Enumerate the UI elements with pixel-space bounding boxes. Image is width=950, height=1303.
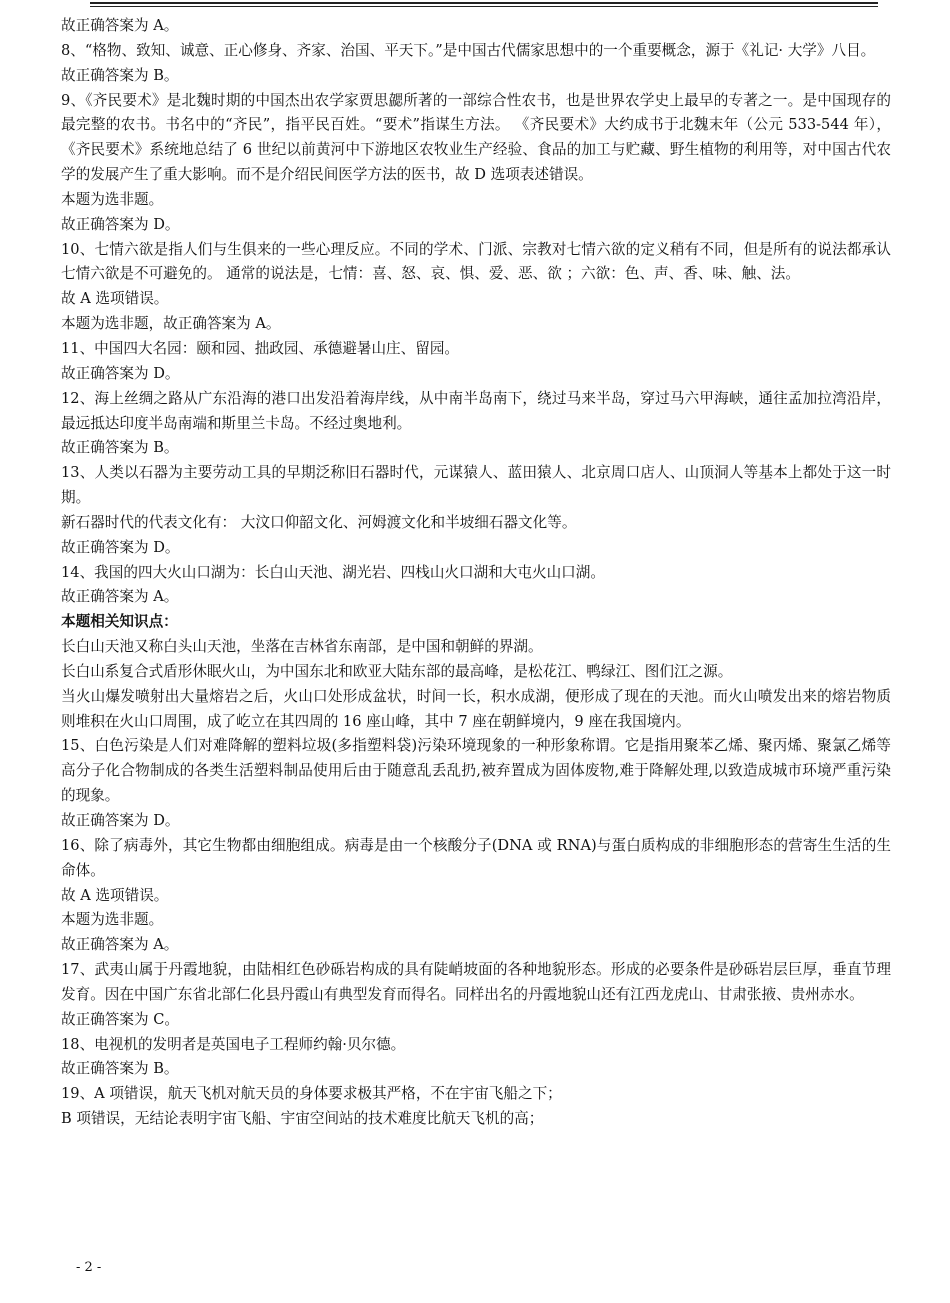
text-paragraph: 故正确答案为 B。 [61,439,179,457]
text-paragraph: 故 A 选项错误。 [61,886,169,904]
text-paragraph: 本题为选非题。 [61,911,164,929]
text-paragraph: 故正确答案为 C。 [61,1010,179,1028]
page-number: - 2 - [76,1260,102,1275]
text-paragraph: 当火山爆发喷射出大量熔岩之后，火山口处形成盆状，时间一长，积水成湖，便形成了现在的天池。而火山喷发出来的熔岩物质则堆积在火山口周围，成了屹立在其四周的 16 座山峰，其中 7 座在朝鲜境内，9 座在我国境内。 [61,687,891,730]
text-paragraph: 8、“格物、致知、诚意、正心修身、齐家、治国、平天下。”是中国古代儒家思想中的一个重要概念，源于《礼记· 大学》八目。 [61,41,876,59]
text-paragraph: 故正确答案为 D。 [61,215,180,233]
text-paragraph: 故正确答案为 D。 [61,364,180,382]
text-paragraph: 12、海上丝绸之路从广东沿海的港口出发沿着海岸线，从中南半岛南下，绕过马来半岛，穿过马六甲海峡，通往孟加拉湾沿岸，最远抵达印度半岛南端和斯里兰卡岛。不经过奥地利。 [61,389,891,432]
text-paragraph: 19、A 项错误，航天飞机对航天员的身体要求极其严格，不在宇宙飞船之下； [61,1085,562,1103]
text-paragraph: 9、《齐民要术》是北魏时期的中国杰出农学家贾思勰所著的一部综合性农书，也是世界农学史上最早的专著之一。是中国现存的最完整的农书。书名中的“齐民”，指平民百姓。“要术”指谋生方法。 《齐民要术》大约成书于北魏末年（公元 533-544 年），《齐民要术》系统地总结了 6 世纪以前黄河中下游地区农牧业生产经验、食品的加工与贮藏、野生植物的利用等，对中国古代农学的发展产生了重大影响。而不是介绍民间医学方法的医书，故 D 选项表述错误。 [61,91,891,184]
text-paragraph: 故正确答案为 B。 [61,1060,179,1078]
text-paragraph: 18、电视机的发明者是英国电子工程师约翰·贝尔德。 [61,1035,406,1053]
text-paragraph: 16、除了病毒外，其它生物都由细胞组成。病毒是由一个核酸分子(DNA 或 RNA)与蛋白质构成的非细胞形态的营寄生生活的生命体。 [61,836,891,879]
text-paragraph: B 项错误，无结论表明宇宙飞船、宇宙空间站的技术难度比航天飞机的高； [61,1110,544,1128]
text-paragraph: 故 A 选项错误。 [61,290,169,308]
text-paragraph: 本题为选非题，故正确答案为 A。 [61,315,281,333]
text-paragraph: 新石器时代的代表文化有： 大汶口仰韶文化、河姆渡文化和半坡细石器文化等。 [61,513,577,531]
text-paragraph: 故正确答案为 A。 [61,17,179,34]
text-paragraph: 17、武夷山属于丹霞地貌，由陆相红色砂砾岩构成的具有陡峭坡面的各种地貌形态。形成的必要条件是砂砾岩层巨厚，垂直节理发育。因在中国广东省北部仁化县丹霞山有典型发育而得名。同样出名的丹霞地貌山还有江西龙虎山、甘肃张掖、贵州赤水。 [61,961,891,1003]
text-paragraph: 长白山系复合式盾形休眠火山，为中国东北和欧亚大陆东部的最高峰，是松花江、鸭绿江、图们江之源。 [61,662,733,680]
text-paragraph: 故正确答案为 D。 [61,812,180,829]
text-paragraph: 故正确答案为 A。 [61,588,179,606]
text-paragraph: 故正确答案为 D。 [61,538,180,556]
text-paragraph: 10、七情六欲是指人们与生俱来的一些心理反应。不同的学术、门派、宗教对七情六欲的定义稍有不同，但是所有的说法都承认七情六欲是不可避免的。 通常的说法是，七情：喜、怒、哀、惧、爱、恶、欲 ；六欲：色、声、香、味、触、法。 [61,240,891,283]
section-heading: 本题相关知识点： [61,613,178,631]
text-paragraph: 故正确答案为 A。 [61,936,179,954]
text-paragraph: 长白山天池又称白头山天池，坐落在吉林省东南部，是中国和朝鲜的界湖。 [61,638,543,656]
document-body [61,14,891,1132]
text-paragraph: 11、中国四大名园：颐和园、拙政园、承德避暑山庄、留园。 [61,339,460,357]
text-paragraph: 15、白色污染是人们对难降解的塑料垃圾(多指塑料袋)污染环境现象的一种形象称谓。它是指用聚苯乙烯、聚丙烯、聚氯乙烯等高分子化合物制成的各类生活塑料制品使用后由于随意乱丢乱扔,被弃置成为固体废物,难于降解处理,以致造成城市环境严重污染的现象。 [61,737,891,805]
text-paragraph: 故正确答案为 B。 [61,66,179,84]
text-paragraph: 14、我国的四大火山口湖为：长白山天池、湖光岩、四栈山火口湖和大屯火山口湖。 [61,563,605,581]
header-rule [90,2,878,4]
header-rule-thin [90,6,878,7]
text-paragraph: 本题为选非题。 [61,190,164,208]
text-paragraph: 13、人类以石器为主要劳动工具的早期泛称旧石器时代，元谋猿人、蓝田猿人、北京周口店人、山顶洞人等基本上都处于这一时期。 [61,464,891,507]
